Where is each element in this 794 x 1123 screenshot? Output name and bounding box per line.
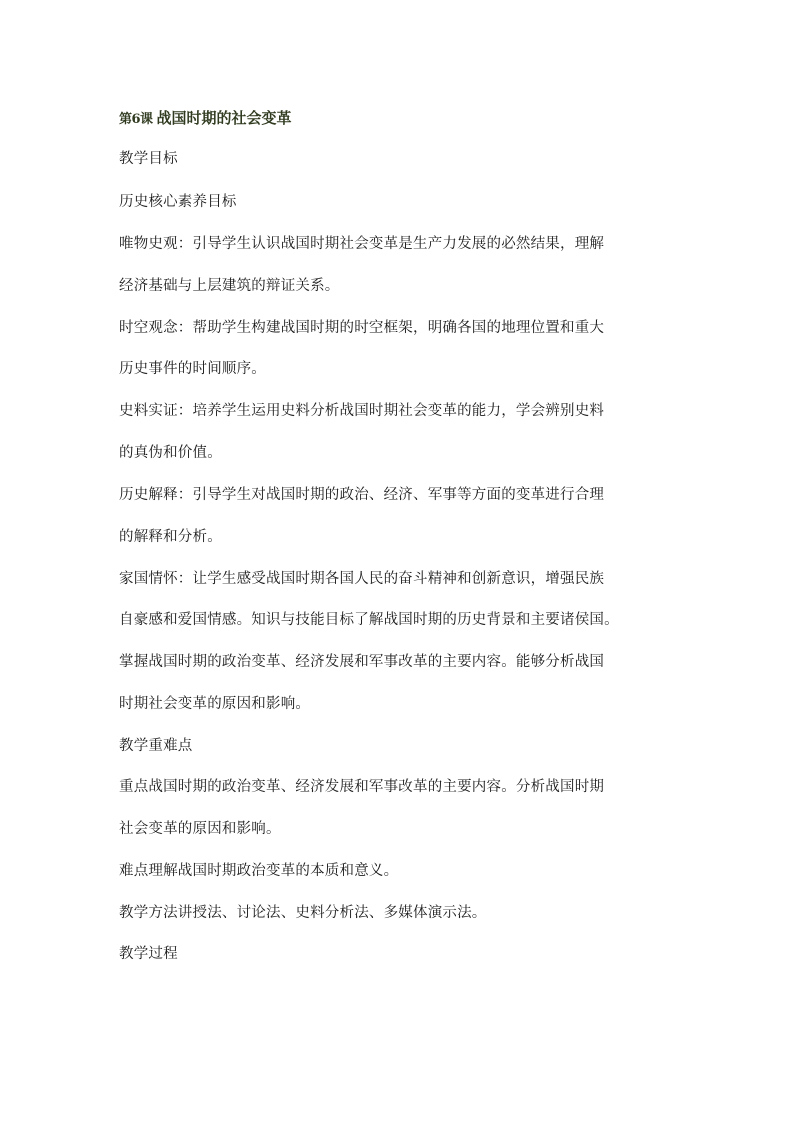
paragraph-line: 的解释和分析。 bbox=[119, 529, 222, 545]
paragraph-line: 历史解释：引导学生对战国时期的政治、经济、军事等方面的变革进行合理 bbox=[119, 487, 605, 503]
lesson-heading bbox=[119, 107, 292, 128]
section-heading-teaching-process: 教学过程 bbox=[119, 946, 178, 962]
paragraph-line: 历史事件的时间顺序。 bbox=[119, 361, 266, 377]
paragraph-line: 社会变革的原因和影响。 bbox=[119, 821, 281, 837]
paragraph-line: 家国情怀：让学生感受战国时期各国人民的奋斗精神和创新意识，增强民族 bbox=[119, 571, 605, 587]
lesson-title: 战国时期的社会变革 bbox=[156, 109, 292, 127]
subheading-core-literacy-goals: 历史核心素养目标 bbox=[119, 194, 237, 210]
paragraph-line: 时期社会变革的原因和影响。 bbox=[119, 696, 311, 712]
paragraph-line: 的真伪和价值。 bbox=[119, 445, 222, 461]
lesson-number: 第6课 bbox=[119, 112, 153, 127]
section-heading-teaching-goals: 教学目标 bbox=[119, 151, 178, 167]
paragraph-line: 掌握战国时期的政治变革、经济发展和军事改革的主要内容。能够分析战国 bbox=[119, 654, 605, 670]
paragraph-line: 经济基础与上层建筑的辩证关系。 bbox=[119, 278, 340, 294]
paragraph-line: 时空观念：帮助学生构建战国时期的时空框架，明确各国的地理位置和重大 bbox=[119, 320, 605, 336]
paragraph-line: 自豪感和爱国情感。知识与技能目标了解战国时期的历史背景和主要诸侯国。 bbox=[119, 612, 619, 628]
paragraph-line: 难点理解战国时期政治变革的本质和意义。 bbox=[119, 863, 399, 879]
paragraph-line: 重点战国时期的政治变革、经济发展和军事改革的主要内容。分析战国时期 bbox=[119, 779, 605, 795]
section-heading-key-difficult-points: 教学重难点 bbox=[119, 738, 193, 754]
paragraph-line: 教学方法讲授法、讨论法、史料分析法、多媒体演示法。 bbox=[119, 905, 487, 921]
paragraph-line: 史料实证：培养学生运用史料分析战国时期社会变革的能力，学会辨别史料 bbox=[119, 403, 605, 419]
paragraph-line: 唯物史观：引导学生认识战国时期社会变革是生产力发展的必然结果，理解 bbox=[119, 236, 605, 252]
